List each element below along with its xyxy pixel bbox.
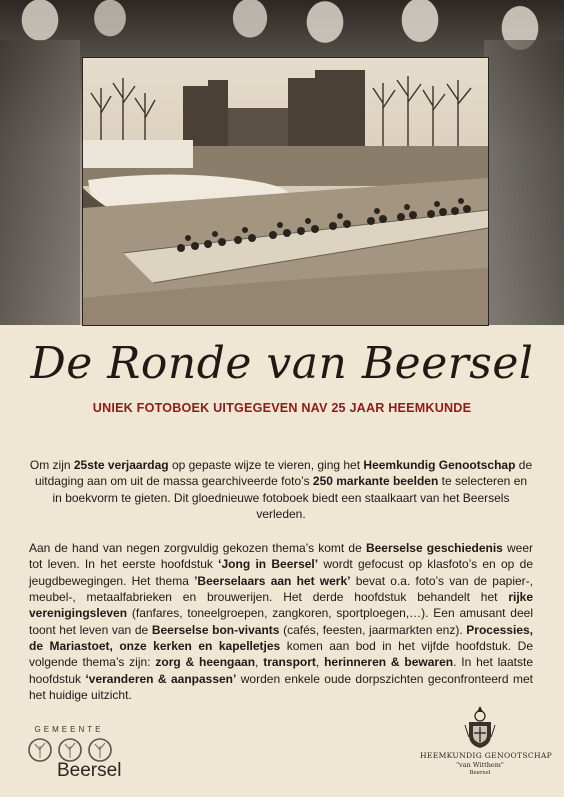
- body-text-run: (cafés, feesten, jaarmarkten enz).: [279, 622, 467, 637]
- emphasis-text: zorg & heengaan: [155, 655, 256, 670]
- emphasis-text: Heemkundig Genootschap: [363, 458, 516, 472]
- body-text-run: weer tot leven. In het eerste hoofdstuk: [29, 541, 534, 572]
- emphasis-text: Processies, de Mariastoet, onze kerken en kapelletjes: [29, 622, 533, 653]
- body-text-run: de uitdaging aan om uit de massa gearchiveerde foto’s: [34, 458, 533, 489]
- page-subtitle: UNIEK FOTOBOEK UITGEGEVEN NAV 25 JAAR HEEMKUNDE: [92, 401, 472, 415]
- heemkundig-genootschap-logo: [420, 705, 553, 776]
- emphasis-text: Beerselse bon-vivants: [151, 622, 280, 637]
- body-text-run: Om zijn: [29, 458, 74, 472]
- body-text-run: bevat o.a. foto’s van de papier-, meubel-, metaalfabrieken en brouwerijen. Het derde hoofdstuk behandelt het: [29, 573, 533, 605]
- society-name: HEEMKUNDIG GENOOTSCHAP: [420, 751, 553, 760]
- body-text-run: (fanfares, toneelgroepen, zangkoren, sportploegen,…). Een amusant deel toont het leven van de: [29, 606, 533, 637]
- society-place: Beersel: [469, 770, 491, 776]
- crowd-shadow-left: [0, 40, 80, 325]
- emphasis-text: ‘Jong in Beersel’: [218, 557, 319, 572]
- page-title: De Ronde van Beersel: [30, 338, 534, 389]
- emphasis-text: herinneren & bewaren: [324, 655, 454, 670]
- emphasis-text: rijke verenigingsleven: [29, 590, 533, 621]
- body-text-run: te selecteren en in boekvorm te gieten. Dit gloednieuwe fotoboek biedt een staalkaart van het Beersels verleden.: [52, 474, 528, 521]
- body-text-run: . In het laatste hoofdstuk: [29, 655, 533, 686]
- gemeente-label: GEMEENTE: [34, 725, 104, 734]
- intro-paragraph: [29, 457, 533, 522]
- historic-race-photo: [82, 57, 489, 326]
- emphasis-text: ’Beerselaars aan het werk’: [194, 573, 351, 588]
- emphasis-text: Beerselse geschiedenis: [365, 541, 503, 556]
- crowd-shadow-right: [484, 40, 564, 325]
- emphasis-text: transport: [263, 655, 316, 670]
- emphasis-text: ‘veranderen & aanpassen’: [85, 671, 237, 686]
- body-text-run: komen aan bod in het vijfde hoofdstuk. De volgende thema’s zijn:: [29, 638, 533, 670]
- body-text: [29, 457, 533, 721]
- body-text-run: worden enkele oude dorpszichten geconfronteerd met het huidige uitzicht.: [29, 671, 533, 702]
- castle-race-illustration: [83, 58, 488, 325]
- body-text-run: op gepaste wijze te vieren, ging het: [168, 458, 364, 472]
- emphasis-text: 25ste verjaardag: [73, 458, 169, 472]
- themes-paragraph: [29, 540, 533, 703]
- emphasis-text: 250 markante beelden: [312, 474, 439, 489]
- body-text-run: Aan de hand van negen zorgvuldig gekozen thema’s komt de: [29, 541, 366, 556]
- body-text-run: wordt gefocust op klasfoto’s en op de jeugdbewegingen. Het thema: [29, 557, 533, 588]
- gemeente-name: Beersel: [57, 760, 122, 781]
- body-text-run: ,: [315, 655, 325, 670]
- society-subtitle: "van Witthem": [456, 761, 504, 769]
- crest-icon: [464, 705, 496, 749]
- body-text-run: ,: [255, 655, 264, 670]
